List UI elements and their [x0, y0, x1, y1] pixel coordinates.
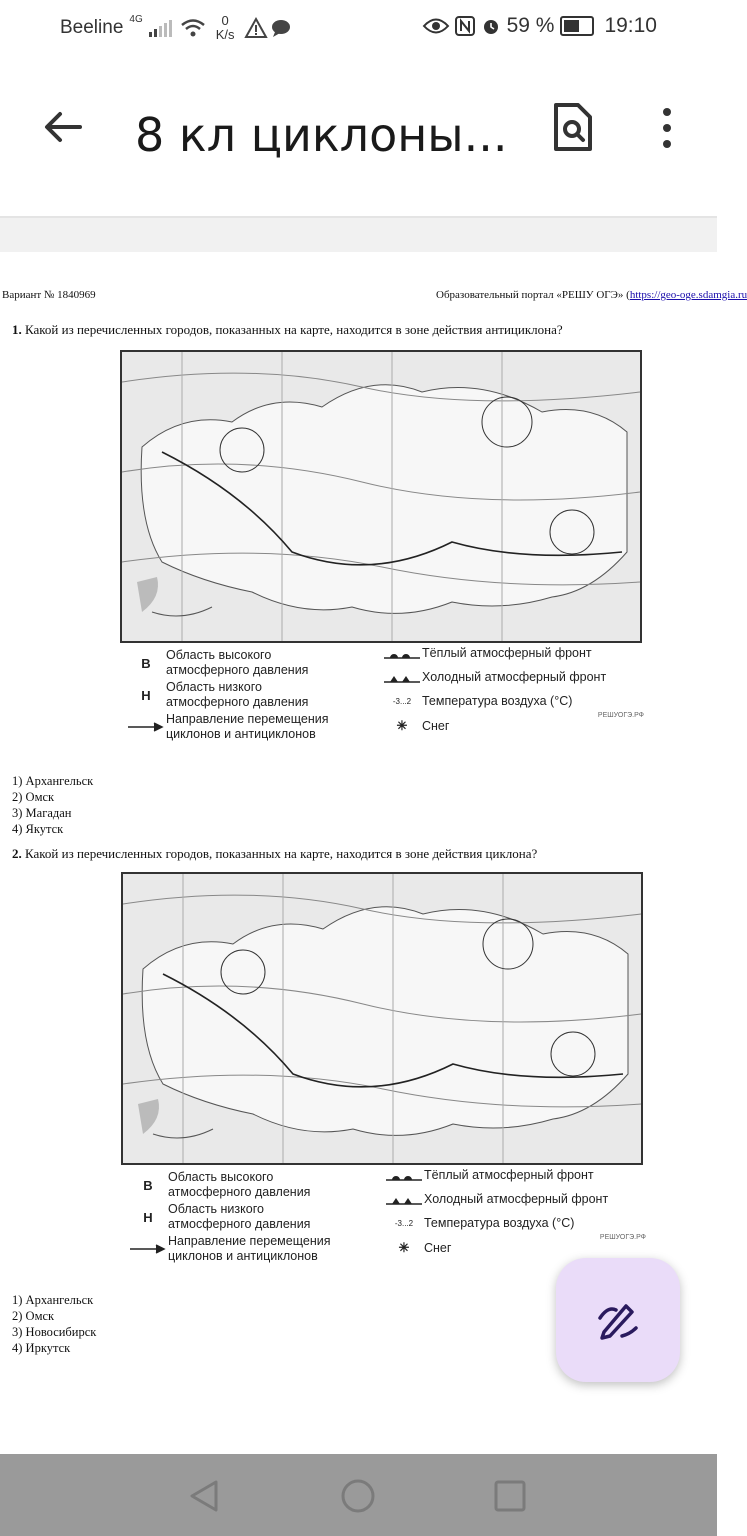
map-credit: РЕШУОГЭ.РФ	[599, 1234, 646, 1241]
battery-icon	[560, 16, 594, 36]
legend-low: Н Область низкого атмосферного давления	[143, 1202, 311, 1231]
chat-icon	[271, 19, 291, 37]
legend-snow: ✳ Снег	[384, 1240, 451, 1256]
answers-2	[12, 1292, 96, 1356]
answer-option: 2) Омск	[12, 790, 55, 804]
page-separator	[0, 218, 717, 252]
portal-header: Образовательный портал «РЕШУ ОГЭ» (https://geo-oge.sdamgia.ru	[436, 289, 747, 301]
warm-front-icon	[384, 648, 420, 660]
home-circle-icon[interactable]	[338, 1476, 378, 1516]
carrier-name: Beeline	[60, 17, 124, 38]
edit-pen-icon	[594, 1296, 642, 1344]
network-type: 4G	[129, 14, 143, 25]
snow-icon: ✳	[398, 1240, 410, 1255]
portal-link[interactable]: https://geo-oge.sdamgia.ru	[629, 289, 747, 301]
answer-option: 1) Архангельск	[12, 1293, 94, 1307]
legend-direction: Направление перемещения циклонов и антициклонов	[126, 712, 346, 742]
map-legend-1	[120, 646, 650, 742]
answer-option: 4) Якутск	[12, 822, 64, 836]
back-triangle-icon[interactable]	[184, 1476, 224, 1516]
more-options-icon[interactable]	[655, 106, 679, 150]
document-title: 8 кл циклоны...	[135, 108, 508, 162]
cold-front-icon	[384, 672, 420, 684]
system-navigation-bar	[0, 1454, 717, 1536]
signal-icon	[149, 19, 172, 37]
legend-snow: ✳ Снег	[382, 718, 449, 734]
answer-option: 2) Омск	[12, 1309, 55, 1323]
wifi-icon	[180, 18, 206, 38]
legend-low: Н Область низкого атмосферного давления	[141, 680, 309, 709]
map-legend-2	[122, 1168, 652, 1264]
answer-option: 4) Иркутск	[12, 1341, 71, 1355]
status-bar	[0, 0, 717, 56]
weather-map-2	[121, 872, 643, 1165]
map-credit: РЕШУОГЭ.РФ	[597, 712, 644, 719]
russia-map-drawing	[123, 874, 641, 1163]
answer-option: 3) Магадан	[12, 806, 72, 820]
russia-map-drawing	[122, 352, 640, 641]
answer-option: 3) Новосибирск	[12, 1325, 97, 1339]
legend-direction: Направление перемещения циклонов и антициклонов	[128, 1234, 348, 1264]
legend-warm-front: Тёплый атмосферный фронт	[382, 646, 592, 661]
legend-cold-front: Холодный атмосферный фронт	[384, 1192, 608, 1207]
warning-icon	[245, 18, 267, 38]
arrow-right-icon	[130, 1244, 166, 1254]
legend-temperature: -3...2 Температура воздуха (°С)	[394, 1216, 575, 1230]
legend-cold-front: Холодный атмосферный фронт	[382, 670, 606, 685]
recents-square-icon[interactable]	[490, 1476, 530, 1516]
nfc-icon	[455, 16, 475, 36]
alarm-icon	[481, 16, 501, 36]
edit-fab-button[interactable]	[556, 1258, 680, 1382]
answers-1	[12, 773, 93, 837]
search-document-icon[interactable]	[552, 102, 594, 152]
network-speed: 0 K/s	[215, 13, 235, 42]
legend-warm-front: Тёплый атмосферный фронт	[384, 1168, 594, 1183]
answer-option: 1) Архангельск	[12, 774, 94, 788]
arrow-right-icon	[128, 722, 164, 732]
legend-high: В Область высокого атмосферного давления	[141, 648, 309, 677]
cold-front-icon	[386, 1194, 422, 1206]
eye-icon	[423, 17, 449, 35]
variant-number: Вариант № 1840969	[2, 289, 96, 301]
back-arrow-icon[interactable]	[40, 104, 86, 150]
battery-percent: 59 %	[506, 14, 555, 37]
warm-front-icon	[386, 1170, 422, 1182]
question-1: 1. Какой из перечисленных городов, показанных на карте, находится в зоне действия антициклона?	[12, 322, 563, 337]
question-2: 2. Какой из перечисленных городов, показанных на карте, находится в зоне действия циклона?	[12, 846, 538, 861]
weather-map-1	[120, 350, 642, 643]
clock: 19:10	[604, 14, 657, 37]
app-bar	[0, 56, 717, 218]
snow-icon: ✳	[396, 718, 408, 733]
legend-high: В Область высокого атмосферного давления	[143, 1170, 311, 1199]
legend-temperature: -3...2 Температура воздуха (°С)	[392, 694, 573, 708]
